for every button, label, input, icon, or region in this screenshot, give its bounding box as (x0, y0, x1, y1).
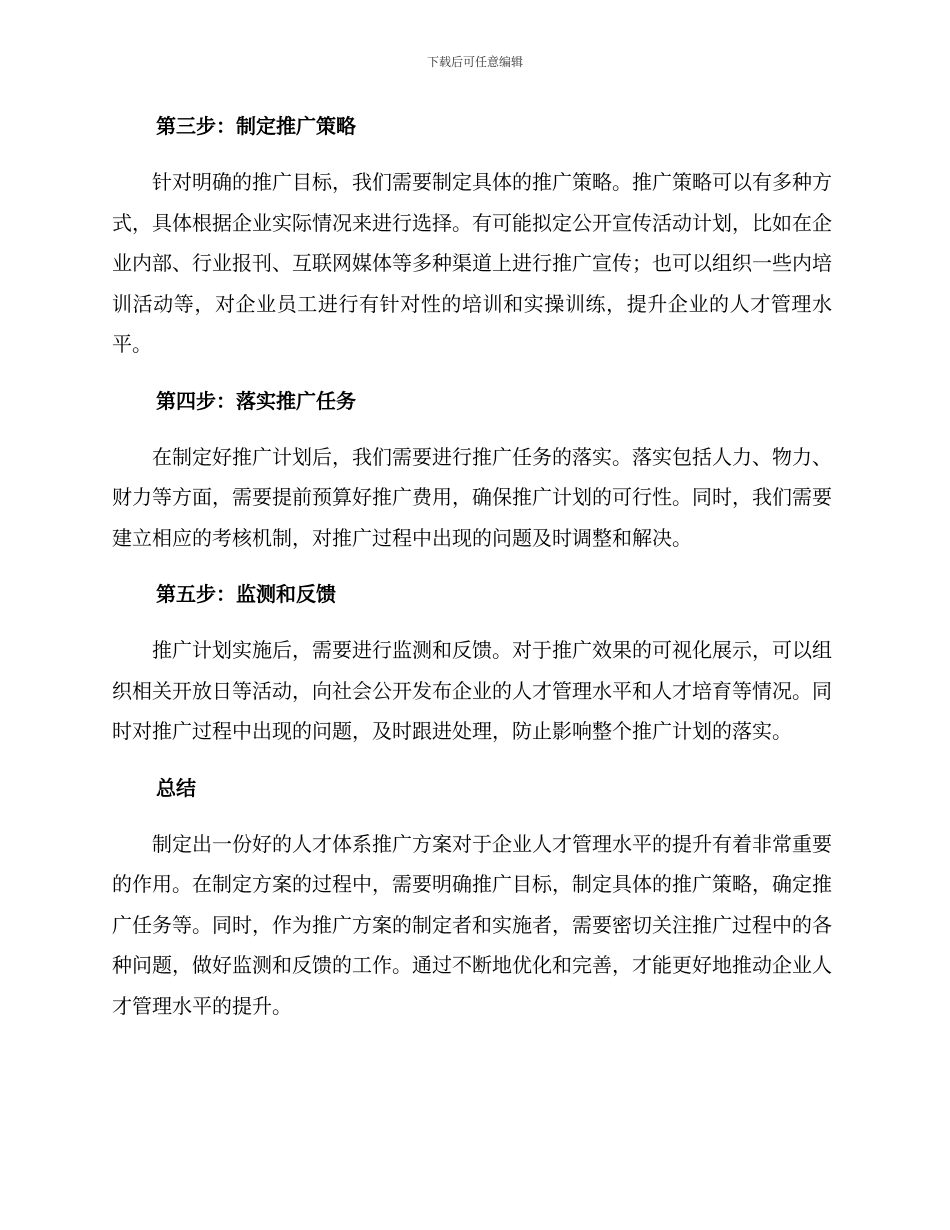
section-heading: 第四步：落实推广任务 (156, 388, 356, 413)
section-summary (112, 770, 832, 1027)
section-paragraph: 在制定好推广计划后，我们需要进行推广任务的落实。落实包括人力、物力、财力等方面，需要提前预算好推广费用，确保推广计划的可行性。同时，我们需要建立相应的考核机制，对推广过程中出现的问题及时调整和解决。 (112, 444, 832, 550)
section-heading: 总结 (156, 775, 196, 800)
section-step-five (112, 576, 832, 752)
section-paragraph: 制定出一份好的人才体系推广方案对于企业人才管理水平的提升有着非常重要的作用。在制定方案的过程中，需要明确推广目标，制定具体的推广策略，确定推广任务等。同时，作为推广方案的制定者和实施者，需要密切关注推广过程中的各种问题，做好监测和反馈的工作。通过不断地优化和完善，才能更好地推动企业人才管理水平的提升。 (112, 831, 832, 1018)
section-paragraph: 推广计划实施后，需要进行监测和反馈。对于推广效果的可视化展示，可以组织相关开放日等活动，向社会公开发布企业的人才管理水平和人才培育等情况。同时对推广过程中出现的问题，及时跟进处理，防止影响整个推广计划的落实。 (112, 638, 832, 743)
section-heading: 第五步：监测和反馈 (156, 582, 336, 606)
section-step-three (112, 108, 832, 365)
page-header: 下载后可任意编辑 (426, 55, 523, 69)
section-paragraph: 针对明确的推广目标，我们需要制定具体的推广策略。推广策略可以有多种方式，具体根据企业实际情况来进行选择。有可能拟定公开宣传活动计划，比如在企业内部、行业报刊、互联网媒体等多种渠道上进行推广宣传；也可以组织一些内培训活动等，对企业员工进行有针对性的培训和实操训练，提升企业的人才管理水平。 (112, 170, 832, 356)
section-step-four (112, 383, 832, 559)
document-body (112, 108, 832, 1044)
section-heading: 第三步：制定推广策略 (156, 114, 356, 138)
